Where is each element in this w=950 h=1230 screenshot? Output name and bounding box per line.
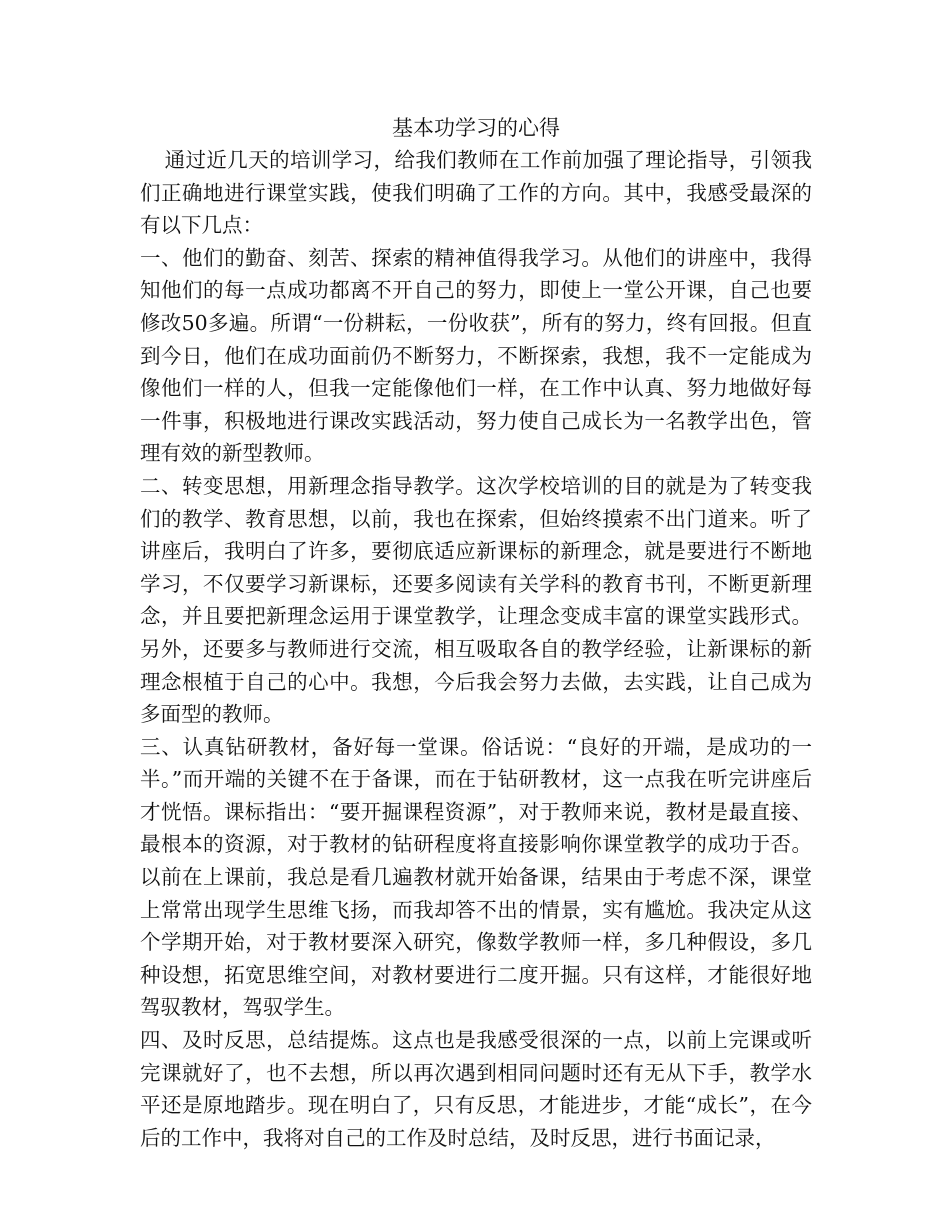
point-two-paragraph: 二、转变思想，用新理念指导教学。这次学校培训的目的就是为了转变我们的教学、教育思想，以前，我也在探索，但始终摸索不出门道来。听了讲座后，我明白了许多，要彻底适应新课标的新理念，就是要进行不断地学习，不仅要学习新课标，还要多阅读有关学科的教育书刊，不断更新理念，并且要把新理念运用于课堂教学，让理念变成丰富的课堂实践形式。另外，还要多与教师进行交流，相互吸取各自的教学经验，让新课标的新理念根植于自己的心中。我想，今后我会努力去做，去实践，让自己成为多面型的教师。	[140, 473, 812, 727]
document-title: 基本功学习的心得	[392, 116, 560, 140]
point-one-paragraph: 一、他们的勤奋、刻苦、探索的精神值得我学习。从他们的讲座中，我得知他们的每一点成功都离不开自己的努力，即使上一堂公开课，自己也要修改50多遍。所谓“一份耕耘，一份收获”，所有的努力，终有回报。但直到今日，他们在成功面前仍不断努力，不断探索，我想，我不一定能成为像他们一样的人，但我一定能像他们一样，在工作中认真、努力地做好每一件事，积极地进行课改实践活动，努力使自己成长为一名教学出色，管理有效的新型教师。	[140, 245, 812, 466]
point-three-paragraph: 三、认真钻研教材，备好每一堂课。俗话说：“良好的开端，是成功的一半。”而开端的关键不在于备课，而在于钻研教材，这一点我在听完讲座后才恍悟。课标指出：“要开掘课程资源”，对于教师来说，教材是最直接、最根本的资源，对于教材的钻研程度将直接影响你课堂教学的成功于否。以前在上课前，我总是看几遍教材就开始备课，结果由于考虑不深，课堂上常常出现学生思维飞扬，而我却答不出的情景，实有尴尬。我决定从这个学期开始，对于教材要深入研究，像数学教师一样，多几种假设，多几种设想，拓宽思维空间，对教材要进行二度开掘。只有这样，才能很好地驾驭教材，驾驭学生。	[140, 734, 812, 1020]
document-page	[140, 112, 812, 1154]
point-four-paragraph: 四、及时反思，总结提炼。这点也是我感受很深的一点，以前上完课或听完课就好了，也不去想，所以再次遇到相同问题时还有无从下手，教学水平还是原地踏步。现在明白了，只有反思，才能进步，才能“成长”，在今后的工作中，我将对自己的工作及时总结，及时反思，进行书面记录，	[140, 1028, 812, 1150]
intro-paragraph: 通过近几天的培训学习，给我们教师在工作前加强了理论指导，引领我们正确地进行课堂实践，使我们明确了工作的方向。其中，我感受最深的有以下几点：	[140, 148, 812, 238]
